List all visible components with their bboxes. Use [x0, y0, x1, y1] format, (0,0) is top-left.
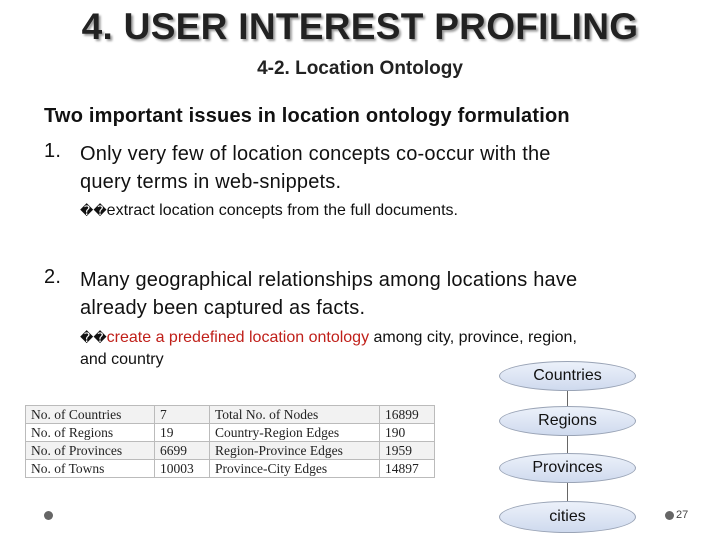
table-cell: No. of Towns: [26, 460, 155, 478]
sub-point-2: [80, 329, 577, 347]
sub-point-2-continuation: and country: [80, 351, 164, 368]
table-cell: 19: [155, 424, 210, 442]
table-cell: No. of Provinces: [26, 442, 155, 460]
list-text-line1: Many geographical relationships among locations have: [80, 269, 578, 291]
table-cell: Total No. of Nodes: [210, 406, 380, 424]
table-cell: 16899: [380, 406, 435, 424]
ontology-stats-table: [25, 405, 435, 478]
arrow-glyph-icon: ��: [80, 203, 107, 218]
slide-title: 4. USER INTEREST PROFILING: [81, 6, 639, 47]
table-cell: 7: [155, 406, 210, 424]
table-cell: No. of Countries: [26, 406, 155, 424]
table-row: [26, 460, 435, 478]
table-cell: No. of Regions: [26, 424, 155, 442]
table-row: [26, 442, 435, 460]
node-regions: Regions: [499, 406, 636, 436]
footer-dot: [44, 511, 53, 520]
table-cell: 6699: [155, 442, 210, 460]
list-number: 1.: [44, 140, 62, 162]
list-text-line2: query terms in web-snippets.: [80, 171, 342, 193]
list-number: 2.: [44, 266, 62, 288]
slide-subtitle: 4-2. Location Ontology: [257, 58, 463, 79]
arrow-glyph-icon: ��: [80, 330, 107, 345]
table-row: [26, 424, 435, 442]
table-cell: 14897: [380, 460, 435, 478]
hierarchy-edge: [567, 481, 568, 503]
node-cities: cities: [499, 501, 636, 533]
table-cell: 10003: [155, 460, 210, 478]
hierarchy-edge: [567, 434, 568, 455]
highlighted-text: create a predefined location ontology: [106, 329, 370, 346]
list-text-line1: Only very few of location concepts co-occur with the: [80, 143, 551, 165]
node-countries: Countries: [499, 361, 636, 391]
table-cell: 190: [380, 424, 435, 442]
page-number: 27: [676, 509, 689, 521]
table-cell: 1959: [380, 442, 435, 460]
table-cell: Country-Region Edges: [210, 424, 380, 442]
table-cell: Region-Province Edges: [210, 442, 380, 460]
section-heading: Two important issues in location ontology formulation: [44, 105, 570, 127]
node-provinces: Provinces: [499, 453, 636, 483]
table-row: [26, 406, 435, 424]
sub-point-text: among city, province, region,: [369, 329, 577, 346]
list-text-line2: already been captured as facts.: [80, 297, 366, 319]
footer-dot: [665, 511, 674, 520]
sub-point-1: [80, 202, 458, 220]
sub-point-text: extract location concepts from the full documents.: [106, 202, 458, 219]
table-cell: Province-City Edges: [210, 460, 380, 478]
